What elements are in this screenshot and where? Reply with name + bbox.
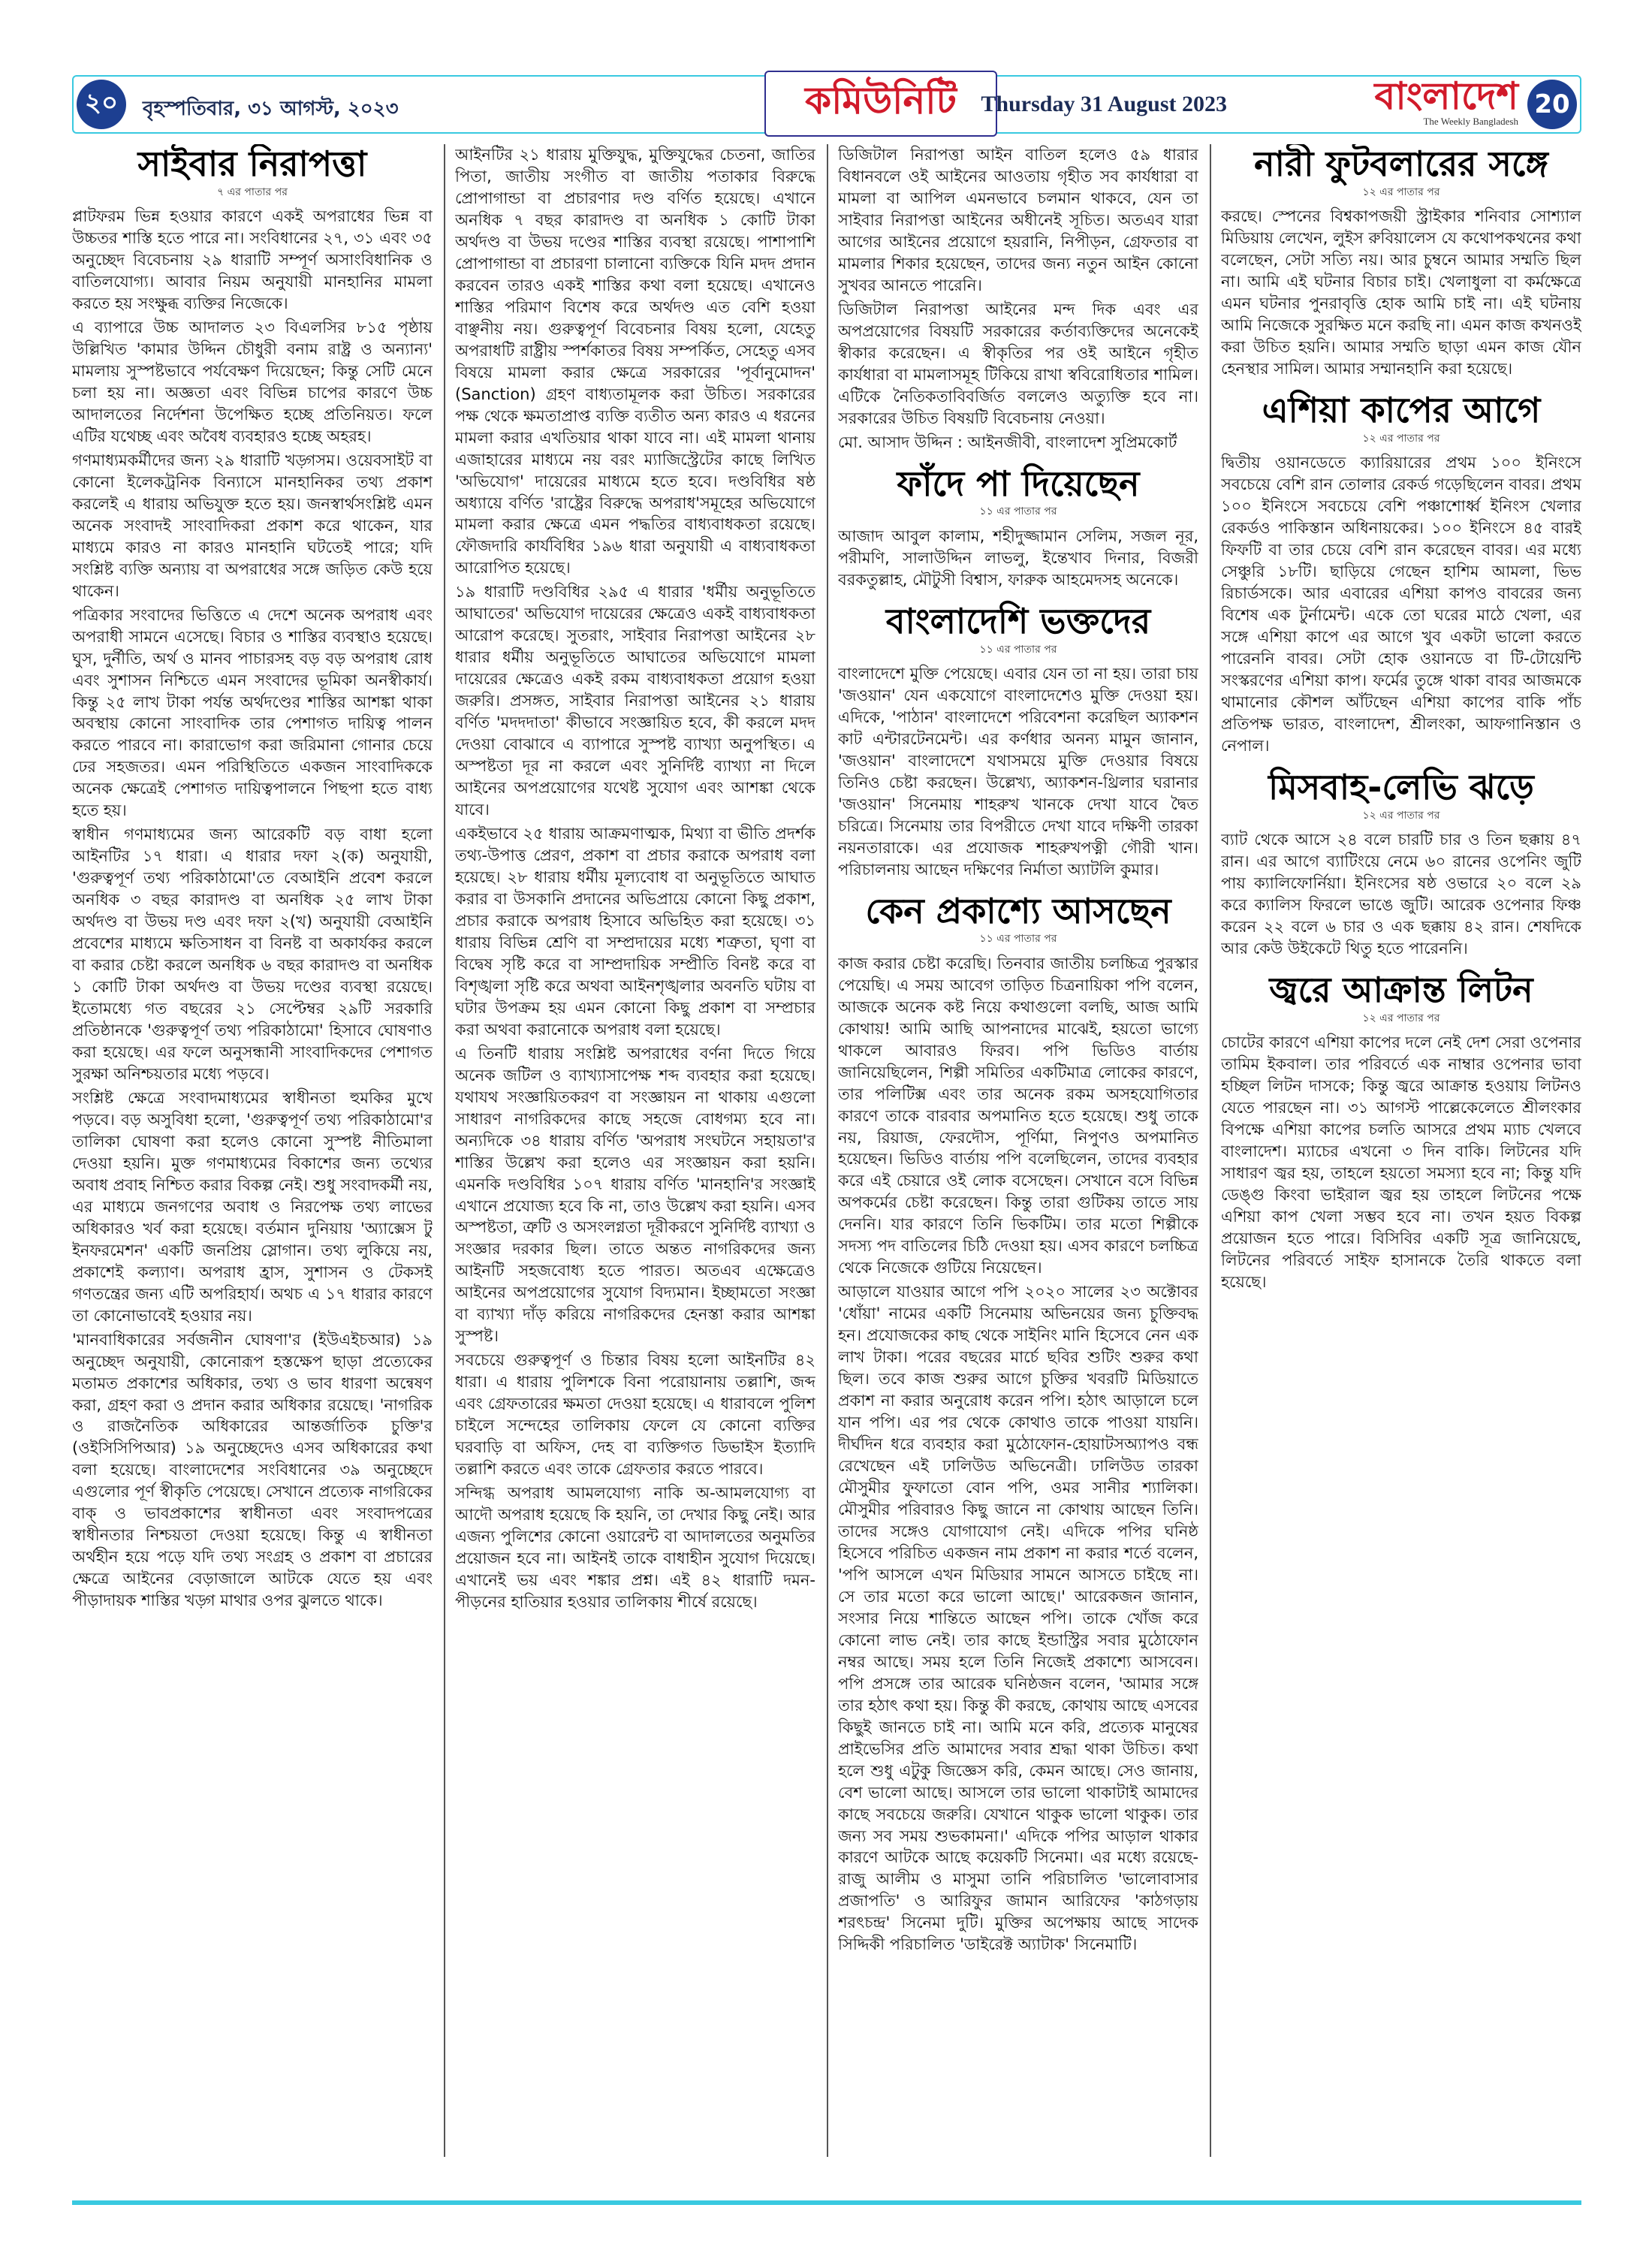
paragraph: আইনটির ২১ ধারায় মুক্তিযুদ্ধ, মুক্তিযুদ্ধের চেতনা, জাতির পিতা, জাতীয় সংগীত বা জাতীয় পতাকার বিরুদ্ধে প্রোপাগান্ডা বা প্রচারণার দণ্ড বর্ণিত হয়েছে। এখানে অনধিক ৭ বছর কারাদণ্ড বা অনধিক ১ কোটি টাকা অর্থদণ্ড বা উভয় দণ্ডের শাস্তির ব্যবস্থা রয়েছে। পাশাপাশি প্রোপাগান্ডা বা প্রচারণা চালানো ব্যক্তিকে যিনি মদদ প্রদান করবেন তারও একই শাস্তির কথা বলা হয়েছে। এখানেও শাস্তির পরিমাণ বিশেষ করে অর্থদণ্ড এত বেশি হওয়া বাঞ্ছনীয় নয়। গুরুত্বপূর্ণ বিবেচনার বিষয় হলো, যেহেতু অপরাধটি রাষ্ট্রীয় স্পর্শকাতর বিষয় সম্পর্কিত, সেহেতু এসব বিষয়ে মামলা করার ক্ষেত্রে সরকারের 'পূর্বানুমোদন' (Sanction) গ্রহণ বাধ্যতামূলক করা উচিত। সরকারের পক্ষ থেকে ক্ষমতাপ্রাপ্ত ব্যক্তি ব্যতীত অন্য কারও এ ধরনের মামলা করার এখতিয়ার থাকা যাবে না। এই মামলা থানায় এজাহারের মাধ্যমে নয় বরং ম্যাজিস্ট্রেটের কাছে লিখিত 'অভিযোগ' দায়েরের মাধ্যমে হতে হবে। দণ্ডবিধির ষষ্ঠ অধ্যায়ে বর্ণিত 'রাষ্ট্রের বিরুদ্ধে অপরাধ'সমূহের অভিযোগে মামলা করার ক্ষেত্রে এমন পদ্ধতির বাধ্যবাধকতা রয়েছে। ফৌজদারি কার্যবিধির ১৯৬ ধারা অনুযায়ী এ বাধ্যবাধকতা আরোপিত হয়েছে। [455,146,815,578]
paragraph: আড়ালে যাওয়ার আগে পপি ২০২০ সালের ২৩ অক্টোবর 'ধোঁয়া' নামের একটি সিনেমায় অভিনয়ের জন্য চুক্তিবদ্ধ হন। প্রযোজকের কাছ থেকে সাইনিং মানি হিসেবে নেন এক লাখ টাকা। পরের বছরের মার্চে ছবির শুটিং শুরুর কথা ছিল। তবে কাজ শুরুর আগে চুক্তির খবরটি মিডিয়াতে প্রকাশ না করার অনুরোধ করেন পপি। হঠাৎ আড়ালে চলে যান পপি। এর পর থেকে কোথাও তাকে পাওয়া যায়নি। দীর্ঘদিন ধরে ব্যবহার করা মুঠোফোন-হোয়াটসঅ্যাপও বন্ধ রেখেছেন এই ঢালিউড অভিনেত্রী। ঢালিউড তারকা মৌসুমীর ফুফাতো বোন পপি, ওমর সানীর শ্যালিকা। মৌসুমীর পরিবারও কিছু জানে না কোথায় আছেন তিনি। তাদের সঙ্গেও যোগাযোগ নেই। এদিকে পপির ঘনিষ্ঠ হিসেবে পরিচিত একজন নাম প্রকাশ না করার শর্তে বলেন, 'পপি আসলে এখন মিডিয়ার সামনে আসতে চাইছে না। সে তার মতো করে ভালো আছে।' আরেকজন জানান, সংসার নিয়ে শান্তিতে আছেন পপি। তাকে খোঁজ করে কোনো লাভ নেই। তার কাছে ইন্ডাস্ট্রির সবার মুঠোফোন নম্বর আছে। সময় হলে তিনি নিজেই প্রকাশ্যে আসবেন। পপি প্রসঙ্গে তার আরেক ঘনিষ্ঠজন বলেন, 'আমার সঙ্গে তার হঠাৎ কথা হয়। কিন্তু কী করছে, কোথায় আছে এসবের কিছুই জানতে চাই না। আমি মনে করি, প্রত্যেক মানুষের প্রাইভেসির প্রতি আমাদের সবার শ্রদ্ধা থাকা উচিত। কথা হলে শুধু এটুকু জিজ্ঞেস করি, কেমন আছে। সেও জানায়, বেশ ভালো আছে। আসলে তার ভালো থাকাটাই আমাদের কাছে সবচেয়ে জরুরি। যেখানে থাকুক ভালো থাকুক। তার জন্য সব সময় শুভকামনা।' এদিকে পপির আড়াল থাকার কারণে আটকে আছে কয়েকটি সিনেমা। এর মধ্যে রয়েছে- রাজু আলীম ও মাসুমা তানি পরিচালিত 'ভালোবাসার প্রজাপতি' ও আরিফুর জামান আরিফের 'কাঠগড়ায় শরৎচন্দ্র' সিনেমা দুটি। মুক্তির অপেক্ষায় আছে সাদেক সিদ্দিকী পরিচালিত 'ডাইরেক্ট অ্যাটাক' সিনেমাটি। [838,1283,1198,1954]
paragraph: দ্বিতীয় ওয়ানডেতে ক্যারিয়ারের প্রথম ১০০ ইনিংসে সবচেয়ে বেশি রান তোলার রেকর্ড গড়েছিলেন বাবর। প্রথম ১০০ ইনিংসে সবচেয়ে বেশি পঞ্চাশোর্ধ্ব ইনিংস খেলার রেকর্ডও পাকিস্তান অধিনায়কের। ১০০ ইনিংসে ৪৫ বারই ফিফটি বা তার চেয়ে বেশি রান করেছেন বাবর। এর মধ্যে সেঞ্চুরি ১৮টি। ছাড়িয়ে গেছেন হাশিম আমলা, ভিভ রিচার্ডসকে। আর এবারের এশিয়া কাপও বাবরের জন্য বিশেষ এক টুর্নামেন্ট। একে তো ঘরের মাঠে খেলা, এর সঙ্গে এশিয়া কাপে এর আগে খুব একটা ভালো করতে পারেননি বাবর। সেটা হোক ওয়ানডে বা টি-টোয়েন্টি সংস্করণের এশিয়া কাপ। ফর্মের তুঙ্গে থাকা বাবর আজমকে থামানোর কৌশল আঁটছেন এশিয়া কাপের বাকি পাঁচ প্রতিপক্ষ ভারত, বাংলাদেশ, শ্রীলংকা, আফগানিস্তান ও নেপাল। [1221,454,1581,755]
column-divider [444,144,445,2157]
column-1 [72,144,433,2157]
continued-from: ১১ এর পাতার পর [979,505,1057,518]
paragraph: ১৯ ধারাটি দণ্ডবিধির ২৯৫ এ ধারার 'ধর্মীয় অনুভূতিতে আঘাতের' অভিযোগ দায়েরের ক্ষেত্রেও একই বাধ্যবাধকতা আরোপ করেছে। সুতরাং, সাইবার নিরাপত্তা আইনের ২৮ ধারার ধর্মীয় অনুভূতিতে আঘাতের অভিযোগে মামলা দায়েরের ক্ষেত্রেও একই রকম বাধ্যবাধকতা প্রয়োগ হওয়া জরুরি। প্রসঙ্গত, সাইবার নিরাপত্তা আইনের ২১ ধারায় বর্ণিত 'মদদদাতা' কীভাবে সংজ্ঞায়িত হবে, কী করলে মদদ দেওয়া বোঝাবে এ ব্যাপারে সুস্পষ্ট ব্যাখ্যা অনুপস্থিত। এ অস্পষ্টতা দূর না করলে এবং সুনির্দিষ্ট ব্যাখ্যা না দিলে আইনের অপপ্রয়োগের যথেষ্ট সুযোগ এবং আশঙ্কা থেকে যাবে। [455,583,815,819]
headline-bangladeshi-fans: বাংলাদেশি ভক্তদের [885,600,1151,641]
author-byline: মো. আসাদ উদ্দিন : আইনজীবী, বাংলাদেশ সুপ্রিমকোর্ট [838,433,1177,451]
continued-from: ১২ এর পাতার পর [1362,432,1440,445]
paragraph: চোটের কারণে এশিয়া কাপের দলে নেই দেশ সেরা ওপেনার তামিম ইকবাল। তার পরিবর্তে এক নাম্বার ওপেনার ভাবা হচ্ছিল লিটন দাসকে; কিন্তু জ্বরে আক্রান্ত হওয়ায় লিটনও যেতে পারছেন না। ৩১ আগস্ট পাল্লেকেলেতে শ্রীলংকার বিপক্ষে এশিয়া কাপের চলতি আসরে প্রথম ম্যাচ খেলবে বাংলাদেশ। ম্যাচের এখনো ৩ দিন বাকি। লিটনের যদি সাধারণ জ্বর হয়, তাহলে হয়তো সমস্যা হবে না; কিন্তু যদি ডেঙ্গু কিংবা ভাইরাল জ্বর হয় তাহলে লিটনের পক্ষে এশিয়া কাপ খেলা সম্ভব হবে না। তখন হয়ত বিকল্প প্রয়োজন হতে পারে। বিসিবির একটি সূত্র জানিয়েছে, লিটনের পরিবর্তে সাইফ হাসানকে তৈরি থাকতে বলা হয়েছে। [1221,1033,1581,1291]
paragraph: সন্দিগ্ধ অপরাধ আমলযোগ্য নাকি অ-আমলযোগ্য বা আদৌ অপরাধ হয়েছে কি হয়নি, তা দেখার কিছু নেই। আর এজন্য পুলিশের কোনো ওয়ারেন্ট বা আদালতের অনুমতির প্রয়োজন হবে না। আইনই তাকে বাধাহীন সুযোগ দিয়েছে। এখানেই ভয় এবং শঙ্কার প্রশ্ন। এই ৪২ ধারাটি দমন-পীড়নের হাতিয়ার হওয়ার তালিকায় শীর্ষে রয়েছে। [455,1484,815,1611]
paragraph: করছে। স্পেনের বিশ্বকাপজয়ী স্ট্রাইকার শনিবার সোশ্যাল মিডিয়ায় লেখেন, লুইস রুবিয়ালেস যে কথোপকথনের কথা বলেছেন, সেটা সত্যি নয়। আর চুম্বনে আমার সম্মতি ছিল না। আমি এই ঘটনার বিচার চাই। খেলাধুলা বা কর্মক্ষেত্রে এমন ঘটনার পুনরাবৃত্তি হোক আমি চাই না। এই ঘটনায় আমি নিজেকে সুরক্ষিত মনে করছি না। এমন কাজ কখনওই করা উচিত হয়নি। আমার সম্মতি ছাড়া এমন কাজ যৌন হেনস্থার সামিল। আমার সম্মানহানি করা হয়েছে। [1221,207,1581,378]
footer-rule [72,2200,1581,2205]
paragraph: কাজ করার চেষ্টা করেছি। তিনবার জাতীয় চলচ্চিত্র পুরস্কার পেয়েছি। এ সময় আবেগ তাড়িত চিত্রনায়িকা পপি বলেন, আজকে অনেক কষ্ট নিয়ে কথাগুলো বলছি, আজ আমি কোথায়! আমি আছি আপনাদের মাঝেই, হয়তো ভাগ্যে থাকলে আবারও ফিরব। পপি ভিডিও বার্তায় জানিয়েছিলেন, শিল্পী সমিতির একটিমাত্র লোকের কারণে, তার পলিটিক্স এবং তার অনেক রকম অসহযোগিতার কারণে তাকে বারবার অপমানিত হতে হয়েছে। শুধু তাকে নয়, রিয়াজ, ফেরদৌস, পূর্ণিমা, নিপুণও অপমানিত হয়েছেন। ভিডিও বার্তায় পপি বলেছিলেন, তাদের ব্যবহার করে এই চেয়ারে ওই লোক বসেছেন। সেখানে বসে বিভিন্ন অপকর্মের চেষ্টা করেছেন। কিন্তু তারা গুটিকয় তাতে সায় দেননি। যার কারণে তিনি ভিকটিম। তার মতো শিল্পীকে সদস্য পদ বাতিলের চিঠি দেওয়া হয়। এসব কারণে চলচ্চিত্র থেকে নিজেকে গুটিয়ে নিয়েছেন। [838,954,1198,1277]
continued-from: ১২ এর পাতার পর [1362,185,1440,198]
paragraph: ডিজিটাল নিরাপত্তা আইন বাতিল হলেও ৫৯ ধারার বিধানবলে ওই আইনের আওতায় গৃহীত সব কার্যধারা বা মামলা বা আপিল এমনভাবে চলমান থাকবে, যেন তা সাইবার নিরাপত্তা আইনের অধীনেই সূচিত। অতএব যারা আগের আইনের প্রয়োগে হয়রানি, নিপীড়ন, গ্রেফতার বা মামলার শিকার হয়েছেন, তাদের জন্য নতুন আইন কোনো সুখবর আনতে পারেনি। [838,146,1198,294]
paragraph: একইভাবে ২৫ ধারায় আক্রমণাত্মক, মিথ্যা বা ভীতি প্রদর্শক তথ্য-উপাত্ত প্রেরণ, প্রকাশ বা প্রচার করাকে অপরাধ বলা হয়েছে। ২৮ ধারায় ধর্মীয় মূল্যবোধ বা অনুভূতিতে আঘাত করার বা উসকানি প্রদানের অভিপ্রায়ে কোনো কিছু প্রকাশ, প্রচার করাকে অপরাধ হিসাবে অভিহিত করা হয়েছে। ৩১ ধারায় বিভিন্ন শ্রেণি বা সম্প্রদায়ের মধ্যে শত্রুতা, ঘৃণা বা বিদ্বেষ সৃষ্টি করে বা সাম্প্রদায়িক সম্প্রীতি বিনষ্ট করে বা বিশৃঙ্খলা সৃষ্টি করে অথবা আইনশৃঙ্খলার অবনতি ঘটায় বা ঘটার উপক্রম হয় এমন কোনো কিছু প্রকাশ বা সম্প্রচার করা অথবা করানোকে অপরাধ বলা হয়েছে। [455,825,815,1039]
column-3 [838,144,1198,2157]
column-2 [455,144,815,2157]
headline-trap: ফাঁদে পা দিয়েছেন [897,463,1140,504]
headline-cyber-security: সাইবার নিরাপত্তা [137,144,367,184]
paragraph: প্লাটফরম ভিন্ন হওয়ার কারণে একই অপরাধের ভিন্ন বা উচ্চতর শাস্তি হতে পারে না। সংবিধানের ২৭, ৩১ এবং ৩৫ অনুচ্ছেদ বিবেচনায় ২৯ ধারাটি সম্পূর্ণ অসাংবিধানিক ও বাতিলযোগ্য। আবার নিয়ম অনুযায়ী মানহানির মামলা করতে হয় সংক্ষুব্ধ ব্যক্তির নিজেকে। [72,207,433,313]
headline-before-asia-cup: এশিয়া কাপের আগে [1262,389,1541,430]
continued-from: ১১ এর পাতার পর [979,933,1057,946]
paragraph: ব্যাট থেকে আসে ২৪ বলে চারটি চার ও তিন ছক্কায় ৪৭ রান। এর আগে ব্যাটিংয়ে নেমে ৬০ রানের ওপেনিং জুটি পায় ক্যালিফোর্নিয়া। ইনিংসের ষষ্ঠ ওভারে ২০ বলে ২৯ করে ক্যালিস ফিরলে ভাঙে জুটি। আরেক ওপেনার ফিঞ্চ করেন ২২ বলে ৬ চার ও এক ছক্কায় ৪২ রান। শেষদিকে আর কেউ উইকেটে থিতু হতে পারেননি। [1221,830,1581,958]
masthead-logo [1374,74,1518,128]
masthead-name: বাংলাদেশ [1374,74,1518,118]
paragraph: আজাদ আবুল কালাম, শহীদুজ্জামান সেলিম, সজল নূর, পরীমণি, সালাউদ্দিন লাভলু, ইন্তেখাব দিনার, বিজরী বরকতুল্লাহ, মৌটুসী বিশ্বাস, ফারুক আহমেদসহ অনেকে। [838,526,1198,589]
continued-from: ১১ এর পাতার পর [979,643,1057,656]
headline-coming-public: কেন প্রকাশ্যে আসছেন [865,890,1171,931]
paragraph: 'মানবাধিকারের সর্বজনীন ঘোষণা'র (ইউএইচআর) ১৯ অনুচ্ছেদ অনুযায়ী, কোনোরূপ হস্তক্ষেপ ছাড়া প্রত্যেকের মতামত প্রকাশের অধিকার, তথ্য ও ভাব ধারণা অন্বেষণ করা, গ্রহণ করা ও প্রদান করার অধিকার রয়েছে। 'নাগরিক ও রাজনৈতিক অধিকারের আন্তর্জাতিক চুক্তি'র (ওইসিসিপিআর) ১৯ অনুচ্ছেদেও এসব অধিকারের কথা বলা হয়েছে। বাংলাদেশের সংবিধানের ৩৯ অনুচ্ছেদে এগুলোর পূর্ণ স্বীকৃতি পেয়েছে। সেখানে প্রত্যেক নাগরিকের বাক্‌ ও ভাবপ্রকাশের স্বাধীনতা এবং সংবাদপত্রের স্বাধীনতার নিশ্চয়তা দেওয়া হয়েছে। কিন্তু এ স্বাধীনতা অর্থহীন হয়ে পড়ে যদি তথ্য সংগ্রহ ও প্রকাশ বা প্রচারের ক্ষেত্রে আইনের বেড়াজালে আটকে যেতে হয় এবং পীড়াদায়ক শাস্তির খড়্গ মাথার ওপর ঝুলতে থাকে। [72,1330,433,1610]
paragraph: পত্রিকার সংবাদের ভিত্তিতে এ দেশে অনেক অপরাধ এবং অপরাধী সামনে এসেছে। বিচার ও শাস্তির ব্যবস্থাও হয়েছে। ঘুস, দুর্নীতি, অর্থ ও মানব পাচারসহ বড় বড় অপরাধ রোধ এবং সুশাসন নিশ্চিতে এমন সংবাদের ভূমিকা অনস্বীকার্য। কিন্তু ২৫ লাখ টাকা পর্যন্ত অর্থদণ্ডের শাস্তির আশঙ্কা থাকা অবস্থায় কোনো সাংবাদিক তার পেশাগত দায়িত্ব পালন করতে পারবে না। কারাভোগ করা জরিমানা গোনার চেয়ে ঢের সহজতর। এমন পরিস্থিতিতে একজন সাংবাদিককে অনেক ক্ষেত্রেই পেশাগত দায়িত্বপালনে পিছপা হতে বাধ্য হতে হয়। [72,605,433,820]
column-divider [1210,144,1211,2157]
paragraph: এ ব্যাপারে উচ্চ আদালত ২৩ বিএলসির ৮১৫ পৃষ্ঠায় উল্লিখিত 'কামার উদ্দিন চৌধুরী বনাম রাষ্ট্র ও অন্যান্য' মামলায় সুস্পষ্টভাবে পর্যবেক্ষণ দিয়েছেন; কিন্তু সেটি মেনে চলা হয় না। অজ্ঞতা এবং বিভিন্ন চাপের কারণে উচ্চ আদালতের নির্দেশনা উপেক্ষিত হচ্ছে প্রতিনিয়ত। ফলে এটির যথেচ্ছ এবং অবৈধ ব্যবহারও হচ্ছে অহরহ। [72,318,433,445]
column-4 [1221,144,1581,2157]
continued-from: ৭ এর পাতার পর [217,185,288,198]
continued-from: ১২ এর পাতার পর [1362,809,1440,822]
headline-woman-footballer: নারী ফুটবলারের সঙ্গে [1254,144,1548,184]
paragraph: গণমাধ্যমকর্মীদের জন্য ২৯ ধারাটি খড়্গসম। ওয়েবসাইট বা কোনো ইলেকট্রনিক বিন্যাসে মানহানিকর তথ্য প্রকাশ করলেই এ ধারায় অভিযুক্ত হতে হয়। জনস্বার্থসংশ্লিষ্ট এমন অনেক সংবাদই সাংবাদিকরা প্রকাশ করে থাকেন, যার মাধ্যমে কারও না কারও মানহানি ঘটতেই পারে; যদি সংশ্লিষ্ট ব্যক্তি অন্যায় বা অপরাধের সঙ্গে জড়িত কেউ হয়ে থাকেন। [72,451,433,600]
paragraph: সংশ্লিষ্ট ক্ষেত্রে সংবাদমাধ্যমের স্বাধীনতা হুমকির মুখে পড়বে। বড় অসুবিধা হলো, 'গুরুত্বপূর্ণ তথ্য পরিকাঠামো'র তালিকা ঘোষণা করা হলেও কোনো সুস্পষ্ট নীতিমালা দেওয়া হয়নি। মুক্ত গণমাধ্যমের বিকাশের জন্য তথ্যের অবাধ প্রবাহ নিশ্চিত করার বিকল্প নেই। শুধু সংবাদকর্মী নয়, এর মাধ্যমে জনগণের অবাধ ও নিরপেক্ষ তথ্য লাভের অধিকারও খর্ব করা হয়েছে। বর্তমান দুনিয়ায় 'অ্যাক্সেস টু ইনফরমেশন' একটি জনপ্রিয় স্লোগান। তথ্য লুকিয়ে নয়, প্রকাশেই কল্যাণ। অপরাধ হ্রাস, সুশাসন ও টেকসই গণতন্ত্রের জন্য এটি অপরিহার্য। অথচ এ ১৭ ধারার কারণে তা কোনোভাবেই হওয়ার নয়। [72,1088,433,1325]
section-logo: কমিউনিটি [764,71,997,137]
column-divider [827,144,828,2157]
headline-liton-fever: জ্বরে আক্রান্ত লিটন [1269,969,1533,1010]
paragraph: স্বাধীন গণমাধ্যমের জন্য আরেকটি বড় বাধা হলো আইনটির ১৭ ধারা। এ ধারার দফা ২(ক) অনুযায়ী, 'গুরুত্বপূর্ণ তথ্য পরিকাঠামো'তে বেআইনি প্রবেশ করলে অনধিক ৩ বছর কারাদণ্ড বা অনধিক ২৫ লাখ টাকা অর্থদণ্ড বা উভয় দণ্ড এবং দফা ২(খ) অনুযায়ী বেআইনি প্রবেশের মাধ্যমে ক্ষতিসাধন বা বিনষ্ট বা অকার্যকর করলে বা করার চেষ্টা করলে অনধিক ৬ বছর কারাদণ্ড বা অনধিক ১ কোটি টাকা অর্থদণ্ড বা উভয় দণ্ডের ব্যবস্থা রয়েছে। ইতোমধ্যে গত বছরের ২১ সেপ্টেম্বর ২৯টি সরকারি প্রতিষ্ঠানকে 'গুরুত্বপূর্ণ তথ্য পরিকাঠামো' হিসাবে ঘোষণাও করা হয়েছে। এর ফলে অনুসন্ধানী সাংবাদিকদের পেশাগত সুরক্ষা অনিশ্চয়তার মধ্যে পড়বে। [72,825,433,1083]
page-number-left: ২০ [77,80,126,129]
masthead-tagline: The Weekly Bangladesh [1423,116,1518,127]
article-columns [72,144,1581,2157]
paragraph: ডিজিটাল নিরাপত্তা আইনের মন্দ দিক এবং এর অপপ্রয়োগের বিষয়টি সরকারের কর্তাব্যক্তিদের অনেকেই স্বীকার করেছেন। এ স্বীকৃতির পর ওই আইনে গৃহীত কার্যধারা বা মামলাসমূহ টিকিয়ে রাখা স্ববিরোধিতার শামিল। এটিকে নৈতিকতাবিবর্জিত বললেও অত্যুক্তি হবে না। সরকারের উচিত বিষয়টি বিবেচনায় নেওয়া। [838,300,1198,427]
continued-from: ১২ এর পাতার পর [1362,1012,1440,1024]
paragraph: বাংলাদেশে মুক্তি পেয়েছে। এবার যেন তা না হয়। তারা চায় 'জওয়ান' যেন একযোগে বাংলাদেশেও মুক্তি দেওয়া হয়। এদিকে, 'পাঠান' বাংলাদেশে পরিবেশনা করেছিল অ্যাকশন কাট এন্টারটেনমেন্ট। এর কর্ণধার অনন্য মামুন জানান, 'জওয়ান' বাংলাদেশে যথাসময়ে মুক্তি দেওয়ার বিষয়ে তিনিও চেষ্টা করছেন। উল্লেখ্য, অ্যাকশন-থ্রিলার ঘরানার 'জওয়ান' সিনেমায় শাহরুখ খানকে দেখা যাবে দ্বৈত চরিত্রে। সিনেমায় তার বিপরীতে দেখা যাবে দক্ষিণী তারকা নয়নতারাকে। এর প্রযোজক শাহরুখপত্নী গৌরী খান। পরিচালনায় আছেন দক্ষিণের নির্মাতা অ্যাটলি কুমার। [838,664,1198,879]
headline-misbah-levi: মিসবাহ-লেভি ঝড়ে [1268,766,1534,807]
date-bengali: বৃহস্পতিবার, ৩১ আগস্ট, ২০২৩ [143,98,399,120]
date-english: Thursday 31 August 2023 [981,92,1227,116]
page-number-right: 20 [1527,80,1577,129]
page-header [72,75,1581,134]
paragraph: সবচেয়ে গুরুত্বপূর্ণ ও চিন্তার বিষয় হলো আইনটির ৪২ ধারা। এ ধারায় পুলিশকে বিনা পরোয়ানায় তল্লাশি, জব্দ এবং গ্রেফতারের ক্ষমতা দেওয়া হয়েছে। এ ধারাবলে পুলিশ চাইলে সন্দেহের তালিকায় ফেলে যে কোনো ব্যক্তির ঘরবাড়ি বা অফিস, দেহ বা ব্যক্তিগত ডিভাইস ইত্যাদি তল্লাশি করতে এবং তাকে গ্রেফতার করতে পারবে। [455,1351,815,1479]
paragraph: এ তিনটি ধারায় সংশ্লিষ্ট অপরাধের বর্ণনা দিতে গিয়ে অনেক জটিল ও ব্যাখ্যাসাপেক্ষ শব্দ ব্যবহার করা হয়েছে। যথাযথ সংজ্ঞায়িতকরণ বা সংজ্ঞায়ন না থাকায় এগুলো সাধারণ নাগরিকদের কাছে সহজে বোধগম্য হবে না। অন্যদিকে ৩৪ ধারায় বর্ণিত 'অপরাধ সংঘটনে সহায়তা'র শাস্তির উল্লেখ করা হলেও এর সংজ্ঞায়ন করা হয়নি। এমনকি দণ্ডবিধির ১০৭ ধারায় বর্ণিত 'মানহানি'র সংজ্ঞাই এখানে প্রযোজ্য হবে কি না, তাও উল্লেখ করা হয়নি। এসব অস্পষ্টতা, ত্রুটি ও অসংলগ্নতা দূরীকরণে সুনির্দিষ্ট ব্যাখ্যা ও সংজ্ঞার দরকার ছিল। তাতে অন্তত নাগরিকদের জন্য আইনটি সহজবোধ্য হতে পারত। অতএব এক্ষেত্রেও আইনের অপপ্রয়োগের সুযোগ বিদ্যমান। ইচ্ছামতো সংজ্ঞা বা ব্যাখ্যা দাঁড় করিয়ে নাগরিকদের হেনস্তা করার আশঙ্কা সুস্পষ্ট। [455,1044,815,1346]
